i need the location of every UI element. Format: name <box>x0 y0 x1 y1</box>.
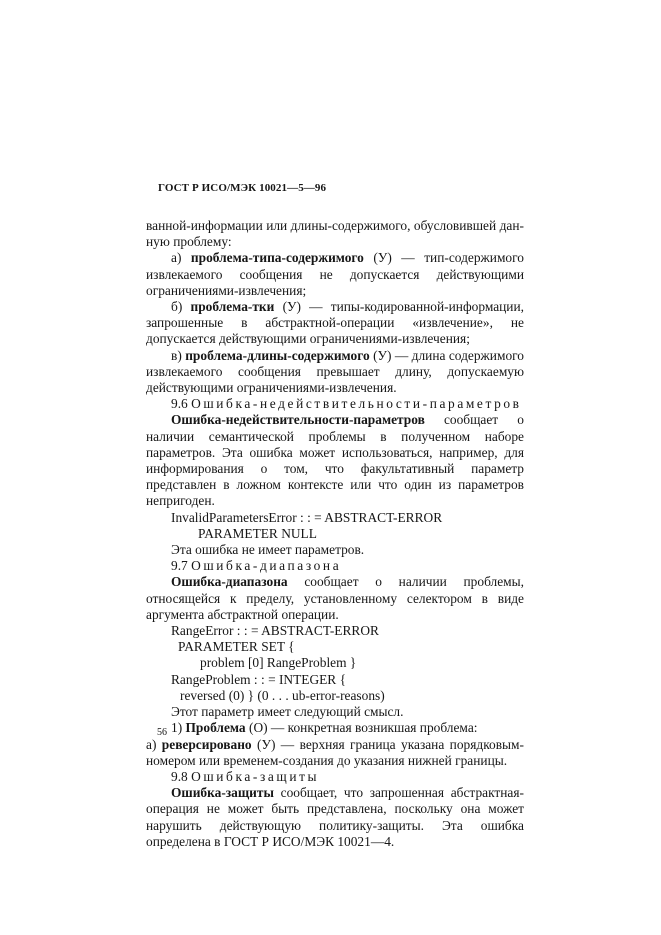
list-item <box>146 299 524 348</box>
code-line: PARAMETER SET { <box>178 639 295 655</box>
paragraph-text: сообщает, что запрошенная абстрактная-операция не может быть представлена, поскольку она может нарушить действующую политику-защиты. Эта ошибка определена в ГОСТ Р ИСО/МЭК 10021—4. <box>146 785 524 849</box>
item-text: (У) — длина содержимого извлекаемого сообщения превышает длину, допускаемую действующими ограничениями-извлечения. <box>146 347 524 396</box>
term: проблема-тки <box>190 299 275 315</box>
item-text: (О) — конкретная возникшая проблема: <box>248 720 478 736</box>
page-number: 56 <box>157 727 167 738</box>
paragraph-text: сообщает о наличии проблемы, относящейся к пределу, установленному селектором в виде аргумента абстрактной операции. <box>146 574 524 622</box>
section-number: 9.7 <box>171 558 188 574</box>
code-line: RangeError : : = ABSTRACT-ERROR <box>171 623 379 639</box>
code-line: reversed (0) } (0 . . . ub-error-reasons) <box>180 687 385 703</box>
paragraph <box>146 574 524 623</box>
item-label: 1) <box>171 720 183 736</box>
item-label: а) <box>171 250 182 266</box>
term: проблема-длины-содержимого <box>185 347 370 363</box>
term: Ошибка-защиты <box>171 785 274 801</box>
document-body <box>146 218 524 850</box>
paragraph: ванной-информации или длины-содержимого, обусловившей данную проблему: <box>146 218 524 250</box>
section-title: Ошибка-защиты <box>191 768 320 784</box>
paragraph: Этот параметр имеет следующий смысл. <box>171 704 404 720</box>
section-number: 9.6 <box>171 396 188 412</box>
term: проблема-типа-содержимого <box>190 250 364 266</box>
item-text: (У) — верхняя граница указана порядковым-номером или временем-создания до указания нижней границы. <box>146 736 524 768</box>
section-heading <box>146 769 524 785</box>
item-label: а) <box>146 736 157 752</box>
term: Ошибка-диапазона <box>171 574 288 590</box>
list-item <box>146 720 524 736</box>
code-line: PARAMETER NULL <box>198 525 317 541</box>
section-title: Ошибка-недействительности-параметров <box>191 396 522 412</box>
section-heading <box>146 396 524 412</box>
paragraph: Эта ошибка не имеет параметров. <box>171 542 365 558</box>
paragraph <box>146 785 524 850</box>
term: Проблема <box>185 720 246 736</box>
section-title: Ошибка-диапазона <box>191 558 342 574</box>
term: реверсировано <box>161 736 252 752</box>
item-text: (У) — типы-кодированной-информации, запрошенные в абстрактной-операции «извлечение», не допускается действующими ограничениями-извлечения; <box>146 299 524 347</box>
item-text: (У) — тип-содержимого извлекаемого сообщения не допускается действующими ограничениями-извлечения; <box>146 250 524 298</box>
code-line: RangeProblem : : = INTEGER { <box>171 671 347 687</box>
paragraph <box>146 412 524 509</box>
section-heading <box>146 558 524 574</box>
section-number: 9.8 <box>171 768 188 784</box>
paragraph-text: сообщает о наличии семантической проблемы в полученном наборе параметров. Эта ошибка может использоваться, например, для информирования о том, что факультативный параметр представлен в ложном контексте или что один из параметров непригоден. <box>146 412 524 509</box>
document-header: ГОСТ Р ИСО/МЭК 10021—5—96 <box>158 182 327 194</box>
list-item <box>146 348 524 397</box>
code-line: problem [0] RangeProblem } <box>200 655 357 671</box>
term: Ошибка-недействительности-параметров <box>171 412 425 428</box>
list-item <box>146 250 524 299</box>
item-label: б) <box>171 299 183 315</box>
list-item <box>146 737 524 769</box>
code-line: InvalidParametersError : : = ABSTRACT-ERROR <box>171 509 443 525</box>
item-label: в) <box>171 347 182 363</box>
